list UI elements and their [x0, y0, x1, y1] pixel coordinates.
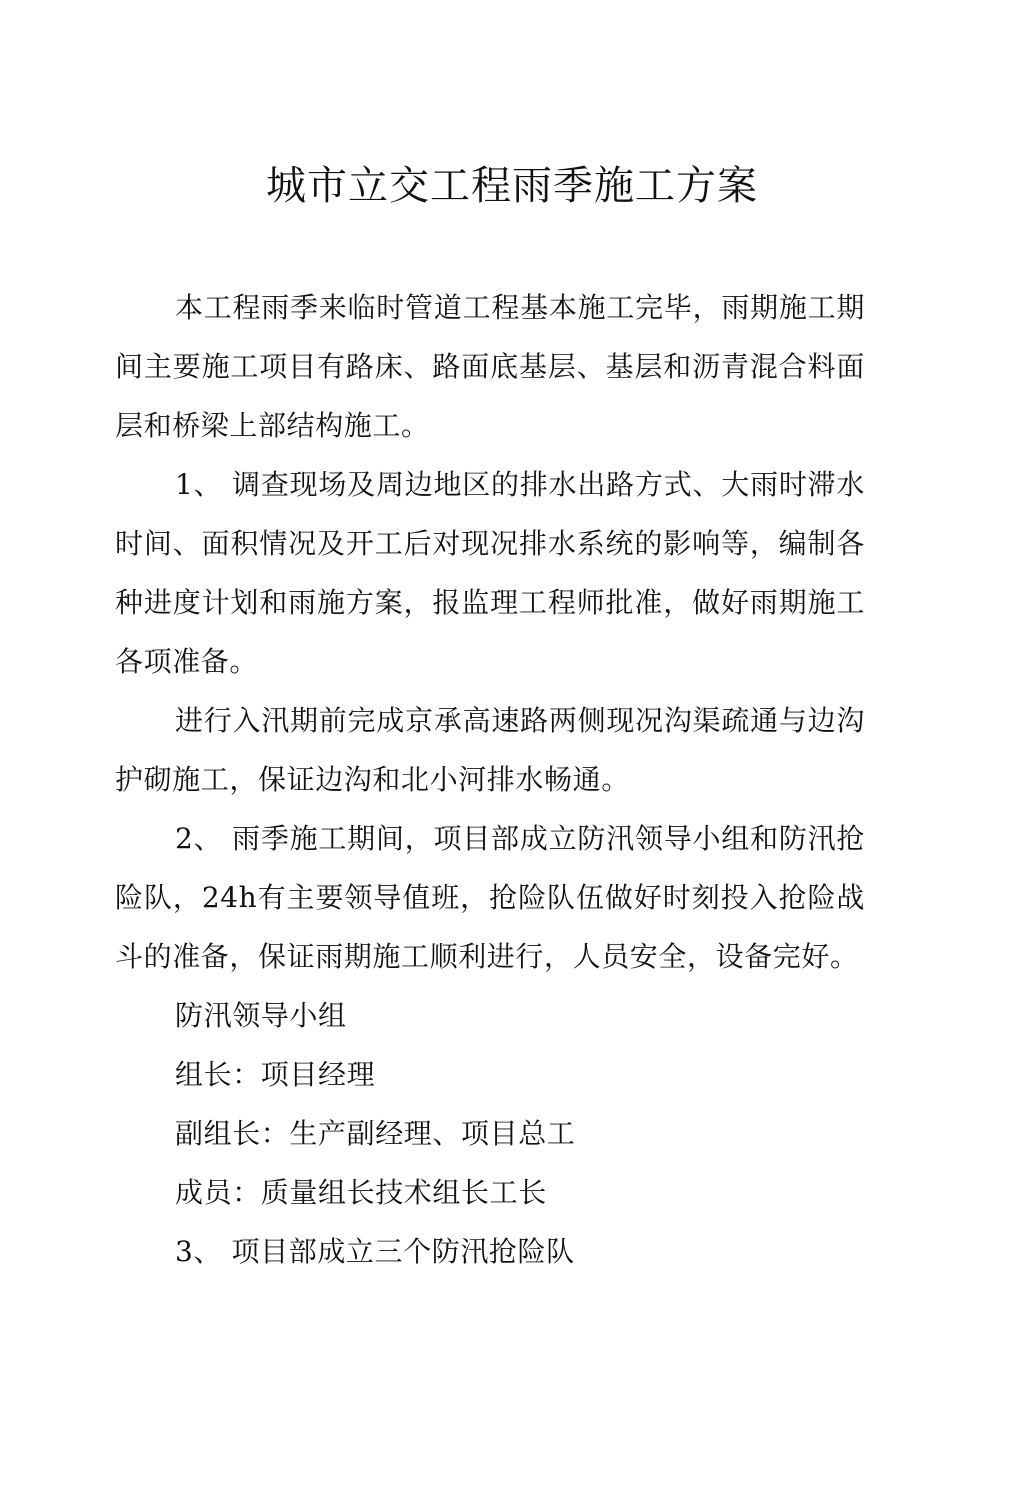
flood-group-deputy: 副组长：生产副经理、项目总工	[175, 1117, 576, 1150]
paragraph-item-2: 2、 雨季施工期间，项目部成立防汛领导小组和防汛抢险队，24h有主要领导值班，抢险队伍做好时刻投入抢险战斗的准备，保证雨期施工顺利进行，人员安全，设备完好。	[115, 822, 865, 973]
flood-group-leader: 组长：项目经理	[175, 1058, 376, 1091]
document-title: 城市立交工程雨季施工方案	[266, 163, 758, 209]
paragraph-item-3: 3、 项目部成立三个防汛抢险队	[175, 1235, 575, 1268]
paragraph-intro: 本工程雨季来临时管道工程基本施工完毕，雨期施工期间主要施工项目有路床、路面底基层、基层和沥青混合料面层和桥梁上部结构施工。	[115, 291, 865, 442]
flood-group-members: 成员：质量组长技术组长工长	[175, 1176, 547, 1209]
document-body	[115, 278, 865, 1281]
paragraph-item-1: 1、 调查现场及周边地区的排水出路方式、大雨时滞水时间、面积情况及开工后对现况排水系统的影响等，编制各种进度计划和雨施方案，报监理工程师批准，做好雨期施工各项准备。	[115, 468, 865, 678]
flood-group-heading: 防汛领导小组	[175, 999, 347, 1032]
paragraph-drainage: 进行入汛期前完成京承高速路两侧现况沟渠疏通与边沟护砌施工，保证边沟和北小河排水畅通。	[115, 704, 865, 796]
